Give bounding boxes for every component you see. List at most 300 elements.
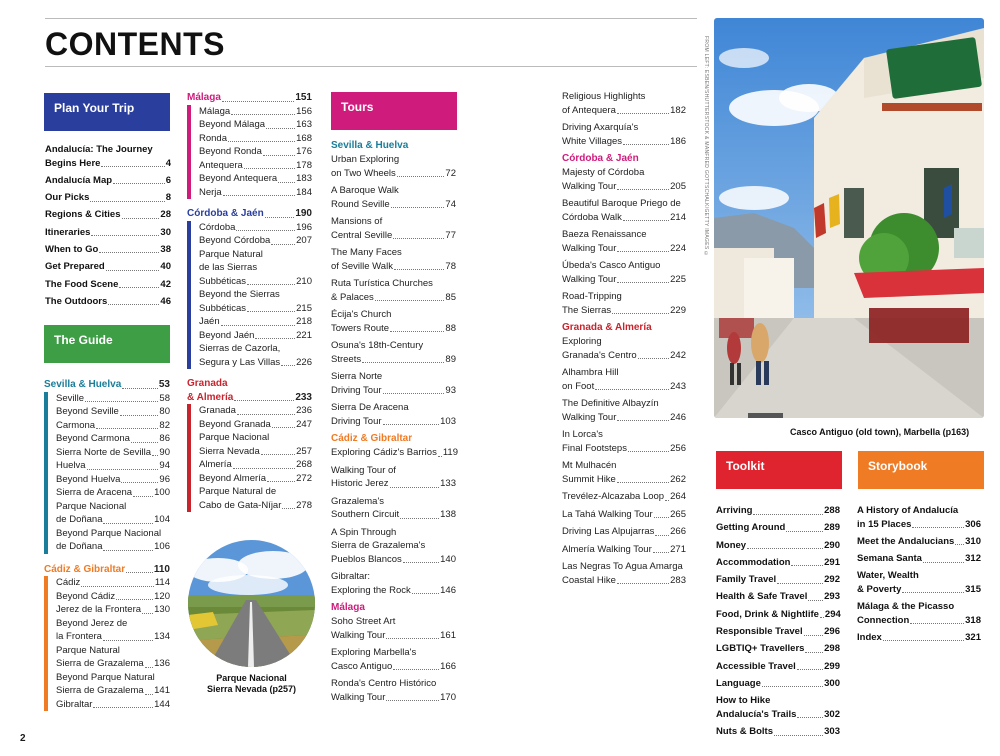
- toc-entry-title: Beyond Antequera: [199, 173, 278, 184]
- leader-dots: [774, 735, 823, 736]
- toc-entry[interactable]: [331, 153, 456, 180]
- leader-dots: [272, 427, 295, 428]
- the-guide-label: The Guide: [54, 333, 113, 347]
- toc-entry[interactable]: [562, 166, 686, 193]
- toc-entry-page: 262: [670, 473, 686, 485]
- toc-entry-title: The Sierras: [562, 304, 612, 316]
- toc-entry[interactable]: [857, 504, 981, 531]
- toc-entry-title: Córdoba: [199, 221, 236, 233]
- leader-dots: [87, 469, 159, 470]
- toc-entry[interactable]: [199, 404, 312, 418]
- leader-dots: [282, 508, 295, 509]
- leader-dots: [654, 517, 669, 518]
- toc-entry-title: Streets: [331, 353, 362, 365]
- toc-entry-title: Antequera: [199, 159, 243, 171]
- toc-entry[interactable]: [331, 246, 456, 273]
- leader-dots: [108, 304, 159, 305]
- leader-dots: [753, 514, 823, 515]
- toc-entry[interactable]: [331, 184, 456, 211]
- toc-entry[interactable]: [716, 694, 840, 721]
- toc-entry[interactable]: [199, 186, 312, 200]
- toc-entry[interactable]: [716, 573, 840, 587]
- section-heading-cadiz[interactable]: [44, 563, 170, 577]
- leader-dots: [234, 400, 294, 401]
- leader-dots: [923, 562, 964, 563]
- toc-entry-page: 94: [159, 460, 170, 471]
- toc-entry-title: Southern Circuit: [331, 509, 400, 520]
- toc-entry-page: 86: [159, 433, 170, 444]
- toc-entry[interactable]: [56, 590, 170, 604]
- toc-entry[interactable]: [562, 525, 686, 539]
- toc-entry[interactable]: [199, 431, 312, 458]
- toc-entry[interactable]: [562, 490, 686, 504]
- section-heading-sevilla[interactable]: [44, 378, 170, 392]
- subsection-list: [187, 105, 312, 200]
- toc-entry-title: Exploring Marbella's: [331, 647, 417, 658]
- toc-entry-page: 225: [670, 273, 686, 285]
- toc-entry[interactable]: [716, 556, 840, 570]
- toc-entry-page: 182: [670, 104, 686, 116]
- storybook-label: Storybook: [868, 459, 928, 473]
- toc-entry[interactable]: [199, 342, 312, 369]
- toc-entry-title: Sierras de Cazorla,: [199, 343, 281, 354]
- toc-entry-title: Beyond Granada: [199, 418, 271, 430]
- toc-entry-page: 40: [160, 261, 171, 273]
- toc-entry-page: 229: [670, 304, 686, 316]
- toc-entry-title: Jerez de la Frontera: [56, 604, 142, 615]
- leader-dots: [222, 101, 294, 102]
- leader-dots: [103, 640, 153, 641]
- toc-entry[interactable]: [857, 552, 981, 566]
- toc-entry-title: Sierra de Grazalema: [56, 685, 144, 696]
- toc-entry[interactable]: [857, 569, 981, 596]
- tours-label: Tours: [341, 100, 374, 114]
- toc-entry[interactable]: [716, 590, 840, 604]
- the-guide-banner: [44, 325, 170, 363]
- toc-entry-title: Cádiz: [56, 577, 81, 588]
- toc-entry[interactable]: [857, 631, 981, 645]
- toc-entry-page: 214: [670, 211, 686, 223]
- section-title: Sevilla & Huelva: [44, 379, 122, 390]
- toc-entry[interactable]: [199, 248, 312, 289]
- toc-entry-title: A Baroque Walk: [331, 185, 399, 196]
- toc-entry-title: White Villages: [562, 135, 623, 147]
- leader-dots: [101, 166, 164, 167]
- toc-entry-page: 6: [165, 174, 171, 186]
- toc-entry[interactable]: [56, 459, 170, 473]
- leader-dots: [653, 552, 669, 553]
- toc-entry[interactable]: [56, 698, 170, 712]
- toc-entry-title: Baeza Renaissance: [562, 229, 647, 240]
- toc-entry-page: 82: [159, 419, 170, 431]
- leader-dots: [393, 669, 439, 670]
- section-title: Cádiz & Gibraltar: [44, 563, 126, 575]
- subsection-list: [44, 392, 170, 554]
- toc-entry-page: 103: [440, 415, 456, 427]
- toc-entry[interactable]: [199, 145, 312, 159]
- leader-dots: [797, 669, 823, 670]
- leader-dots: [233, 468, 295, 469]
- leader-dots: [221, 325, 296, 326]
- toc-entry[interactable]: [562, 397, 686, 424]
- toc-entry-title: Beyond Parque Natural: [56, 671, 155, 683]
- toc-entry[interactable]: [331, 401, 456, 428]
- toc-entry[interactable]: [716, 521, 840, 535]
- toc-entry-title: Nuts & Bolts: [716, 726, 773, 738]
- toc-entry-title: Sierra Nevada: [199, 445, 260, 457]
- toc-entry[interactable]: [716, 625, 840, 639]
- leader-dots: [390, 331, 444, 332]
- toc-entry[interactable]: [331, 646, 456, 673]
- toc-entry[interactable]: [331, 677, 456, 704]
- toc-entry-page: 170: [440, 691, 456, 703]
- section-page: 190: [295, 208, 312, 219]
- leader-dots: [152, 455, 158, 456]
- toc-entry-title: Language: [716, 677, 761, 689]
- toc-entry[interactable]: [716, 539, 840, 553]
- toc-entry-title: Walking Tour: [562, 411, 617, 423]
- toc-entry-title: Money: [716, 539, 747, 551]
- toc-entry-page: 310: [965, 535, 981, 547]
- toc-entry-page: 133: [440, 478, 456, 489]
- toc-entry[interactable]: [45, 260, 171, 274]
- toc-entry-page: 88: [445, 322, 456, 334]
- plan-list: [45, 143, 171, 312]
- plan-your-trip-banner: [44, 93, 170, 131]
- toc-entry[interactable]: [199, 159, 312, 173]
- leader-dots: [808, 600, 823, 601]
- toc-entry[interactable]: [56, 603, 170, 617]
- toc-entry-title: Exploring: [562, 336, 602, 347]
- toc-entry-title: Trevélez-Alcazaba Loop: [562, 491, 665, 502]
- toc-entry[interactable]: [562, 90, 686, 117]
- leader-dots: [278, 182, 295, 183]
- leader-dots: [400, 518, 439, 519]
- toc-entry-title: Get Prepared: [45, 261, 105, 273]
- toc-entry[interactable]: [331, 446, 456, 460]
- tours-column-2: [562, 90, 686, 591]
- toc-entry-title: Huelva: [56, 460, 86, 471]
- toc-entry-page: 176: [296, 146, 312, 157]
- toc-entry[interactable]: [199, 105, 312, 119]
- toc-entry-title: Andalucía's Trails: [716, 708, 797, 720]
- toc-entry[interactable]: [199, 485, 312, 512]
- leader-dots: [116, 599, 153, 600]
- toc-entry[interactable]: [199, 329, 312, 343]
- toc-entry-title: Parque Nacional: [199, 432, 270, 443]
- toc-entry[interactable]: [56, 405, 170, 419]
- toc-entry[interactable]: [45, 191, 171, 205]
- toc-entry-page: 315: [965, 583, 981, 595]
- toc-entry-page: 303: [824, 726, 840, 738]
- toc-entry-title: on Foot: [562, 380, 595, 392]
- toc-entry[interactable]: [562, 197, 686, 224]
- leader-dots: [804, 635, 824, 636]
- leader-dots: [106, 270, 160, 271]
- leader-dots: [122, 218, 160, 219]
- leader-dots: [791, 565, 823, 566]
- toc-entry[interactable]: [562, 459, 686, 486]
- toc-entry[interactable]: [56, 392, 170, 406]
- toc-entry-page: 226: [296, 356, 312, 368]
- toc-entry-title: Andalucía Map: [45, 174, 113, 186]
- toc-entry-title: Almería: [199, 459, 232, 470]
- toc-entry-page: 8: [165, 192, 171, 204]
- toc-entry-title: Beyond Almería: [199, 472, 267, 484]
- leader-dots: [121, 482, 158, 483]
- leader-dots: [383, 393, 445, 394]
- toc-entry[interactable]: [199, 172, 312, 186]
- circle-caption: Parque Nacional Sierra Nevada (p257): [206, 673, 297, 694]
- toc-entry-title: Responsible Travel: [716, 626, 803, 638]
- toc-entry-page: 318: [965, 614, 981, 626]
- toc-entry[interactable]: [562, 508, 686, 522]
- toc-entry-page: 104: [154, 514, 170, 525]
- toc-entry-title: Sierra de Grazalema: [56, 658, 144, 669]
- toc-entry[interactable]: [45, 208, 171, 222]
- toc-entry-title: Walking Tour of: [331, 464, 396, 476]
- leader-dots: [237, 414, 295, 415]
- toc-entry-title: & Poverty: [857, 583, 902, 595]
- toc-entry[interactable]: [716, 677, 840, 691]
- toc-entry[interactable]: [331, 526, 456, 567]
- toc-entry-page: 144: [154, 698, 170, 710]
- toolkit-list: [716, 504, 840, 742]
- toc-entry-title: de Doñana: [56, 514, 103, 525]
- toc-entry[interactable]: [716, 504, 840, 518]
- plan-your-trip-label: Plan Your Trip: [54, 101, 135, 115]
- toc-entry-title: Index: [857, 631, 882, 643]
- toc-entry-title: When to Go: [45, 243, 99, 255]
- toc-entry-page: 266: [670, 526, 686, 537]
- toc-entry-title: Water, Wealth: [857, 570, 919, 582]
- toc-entry-page: 283: [670, 574, 686, 586]
- toc-entry-page: 77: [445, 229, 456, 241]
- toc-entry-title: The Many Faces: [331, 247, 402, 258]
- toc-entry[interactable]: [562, 335, 686, 362]
- toc-entry[interactable]: [56, 486, 170, 500]
- toc-entry[interactable]: [331, 339, 456, 366]
- toc-entry[interactable]: [45, 143, 171, 170]
- toc-entry[interactable]: [199, 315, 312, 329]
- toc-entry-title: Pueblos Blancos: [331, 553, 402, 565]
- leader-dots: [617, 282, 669, 283]
- toc-entry-page: 247: [296, 418, 312, 430]
- toc-entry[interactable]: [716, 608, 840, 622]
- toc-entry-title: Sierra de Grazalema's: [331, 540, 426, 551]
- toc-entry-title: Meet the Andalucians: [857, 535, 955, 547]
- leader-dots: [747, 548, 823, 549]
- toc-entry-title: Regions & Cities: [45, 209, 121, 221]
- toc-entry[interactable]: [56, 617, 170, 644]
- toc-entry-title: Beyond Córdoba: [199, 235, 271, 246]
- leader-dots: [263, 155, 295, 156]
- toc-entry-title: Granada: [199, 405, 236, 416]
- leader-dots: [665, 500, 669, 501]
- leader-dots: [261, 454, 295, 455]
- leader-dots: [393, 238, 444, 239]
- leader-dots: [403, 562, 439, 563]
- tour-heading-sevilla: Sevilla & Huelva: [331, 140, 409, 151]
- leader-dots: [247, 311, 295, 312]
- toc-entry[interactable]: [199, 118, 312, 132]
- toc-entry-title: of Seville Walk: [331, 260, 393, 272]
- section-heading-cordoba[interactable]: [187, 207, 312, 221]
- leader-dots: [255, 338, 295, 339]
- toc-entry[interactable]: [199, 234, 312, 248]
- toc-entry[interactable]: [56, 500, 170, 527]
- toc-entry-page: 186: [670, 135, 686, 147]
- toc-entry[interactable]: [331, 495, 456, 522]
- toc-entry[interactable]: [199, 472, 312, 486]
- toc-entry-page: 321: [965, 631, 981, 643]
- leader-dots: [131, 442, 158, 443]
- toc-entry-title: Religious Highlights: [562, 91, 646, 102]
- leader-dots: [93, 707, 153, 708]
- toc-entry-title: Parque Natural: [199, 248, 263, 260]
- leader-dots: [412, 593, 439, 594]
- toc-entry-title: Accommodation: [716, 556, 791, 568]
- toc-entry-page: 38: [160, 243, 171, 255]
- toc-entry-title: Walking Tour: [562, 180, 617, 192]
- leader-dots: [267, 481, 295, 482]
- toc-entry-title: Semana Santa: [857, 553, 922, 565]
- toc-entry-title: Getting Around: [716, 522, 786, 534]
- toc-entry-title: Subbéticas: [199, 302, 247, 314]
- toc-entry-title: The Food Scene: [45, 278, 119, 290]
- toc-entry[interactable]: [562, 121, 686, 148]
- leader-dots: [391, 207, 445, 208]
- toolkit-label: Toolkit: [726, 459, 765, 473]
- section-title: & Almería: [187, 391, 234, 403]
- toc-entry-title: Parque Natural de: [199, 486, 277, 497]
- toc-entry-title: Sierra Norte: [331, 371, 383, 382]
- toc-entry-title: on Two Wheels: [331, 167, 396, 179]
- toc-entry-title: Écija's Church: [331, 309, 392, 320]
- tour-heading-cadiz: Cádiz & Gibraltar: [331, 433, 413, 444]
- toc-entry[interactable]: [56, 576, 170, 590]
- toc-entry-page: 80: [159, 406, 170, 417]
- section-title: Córdoba & Jaén: [187, 208, 264, 219]
- toc-entry-title: Itineraries: [45, 226, 91, 238]
- leader-dots: [638, 358, 669, 359]
- toc-entry[interactable]: [56, 644, 170, 671]
- section-title: Granada: [187, 378, 228, 389]
- leader-dots: [762, 686, 823, 687]
- leader-dots: [231, 114, 295, 115]
- toc-entry[interactable]: [56, 671, 170, 698]
- toc-entry[interactable]: [56, 419, 170, 433]
- toc-entry[interactable]: [857, 535, 981, 549]
- toc-entry[interactable]: [199, 418, 312, 432]
- toc-entry-page: 264: [670, 491, 686, 502]
- toolkit-banner: [716, 451, 842, 489]
- toc-entry[interactable]: [857, 600, 981, 627]
- toc-entry-page: 100: [154, 487, 170, 498]
- toc-entry[interactable]: [331, 277, 456, 304]
- toc-entry[interactable]: [45, 278, 171, 292]
- toc-entry-title: A Spin Through: [331, 526, 397, 538]
- toc-entry-title: Gibraltar: [56, 698, 93, 710]
- toc-entry-page: 168: [296, 132, 312, 144]
- leader-dots: [99, 252, 159, 253]
- toc-entry[interactable]: [45, 226, 171, 240]
- toc-entry-page: 312: [965, 553, 981, 565]
- toc-entry[interactable]: [716, 642, 840, 656]
- toc-entry-title: Beyond Seville: [56, 406, 119, 417]
- section-heading-granada[interactable]: [187, 377, 312, 404]
- toc-entry[interactable]: [562, 543, 686, 557]
- toc-entry-page: 196: [296, 221, 312, 233]
- toc-entry[interactable]: [331, 570, 456, 597]
- photo-caption: Casco Antiguo (old town), Marbella (p163): [790, 427, 970, 437]
- toc-entry-page: 288: [824, 505, 840, 516]
- leader-dots: [902, 592, 964, 593]
- toc-entry[interactable]: [331, 370, 456, 397]
- toc-entry[interactable]: [331, 215, 456, 242]
- toc-entry[interactable]: [716, 725, 840, 739]
- toc-entry[interactable]: [331, 464, 456, 491]
- toc-entry[interactable]: [199, 458, 312, 472]
- toc-entry-title: LGBTIQ+ Travellers: [716, 643, 805, 655]
- toc-entry-title: Driving Las Alpujarras: [562, 526, 655, 537]
- toc-entry-page: 114: [154, 577, 170, 588]
- toc-entry-page: 58: [159, 392, 170, 404]
- toc-entry[interactable]: [562, 428, 686, 455]
- storybook-banner: [858, 451, 984, 489]
- toc-entry[interactable]: [56, 446, 170, 460]
- toc-entry[interactable]: [56, 527, 170, 554]
- toc-entry[interactable]: [562, 228, 686, 255]
- toc-entry[interactable]: [199, 221, 312, 235]
- toc-entry[interactable]: [45, 243, 171, 257]
- toc-entry-page: 242: [670, 349, 686, 361]
- toc-entry-page: 28: [160, 209, 171, 221]
- toc-entry[interactable]: [56, 432, 170, 446]
- toc-entry-title: Beautiful Baroque Priego de: [562, 198, 681, 209]
- toc-entry[interactable]: [45, 295, 171, 309]
- leader-dots: [386, 700, 439, 701]
- toc-entry-page: 210: [296, 275, 312, 287]
- toc-entry[interactable]: [562, 366, 686, 393]
- toc-entry[interactable]: [562, 259, 686, 286]
- section-heading-malaga[interactable]: [187, 91, 312, 105]
- toc-entry-page: 178: [296, 159, 312, 171]
- leader-dots: [119, 287, 159, 288]
- toc-entry[interactable]: [199, 288, 312, 315]
- toc-entry-page: 46: [160, 295, 171, 307]
- toc-entry-title: Majesty of Córdoba: [562, 167, 645, 178]
- toc-entry-title: Mansions of: [331, 216, 383, 227]
- leader-dots: [655, 535, 669, 536]
- toc-entry[interactable]: [716, 660, 840, 674]
- toc-entry[interactable]: [562, 560, 686, 587]
- toc-entry-title: Nerja: [199, 186, 222, 198]
- toc-entry[interactable]: [199, 132, 312, 146]
- toc-entry[interactable]: [45, 174, 171, 188]
- toc-entry[interactable]: [56, 473, 170, 487]
- toc-entry[interactable]: [331, 615, 456, 642]
- toc-entry-title: Urban Exploring: [331, 154, 400, 165]
- toc-entry-page: 90: [159, 446, 170, 458]
- toc-entry-page: 184: [296, 186, 312, 198]
- toc-entry[interactable]: [331, 308, 456, 335]
- section-page: 110: [153, 563, 170, 575]
- toc-entry-title: Walking Tour: [562, 242, 617, 254]
- photo-credit: FROM LEFT: ESBEN/SHUTTERSTOCK & MANFRED GOTTSCHALK/GETTY IMAGES ©: [703, 36, 709, 258]
- toc-entry[interactable]: [562, 290, 686, 317]
- toc-entry-page: 268: [296, 459, 312, 470]
